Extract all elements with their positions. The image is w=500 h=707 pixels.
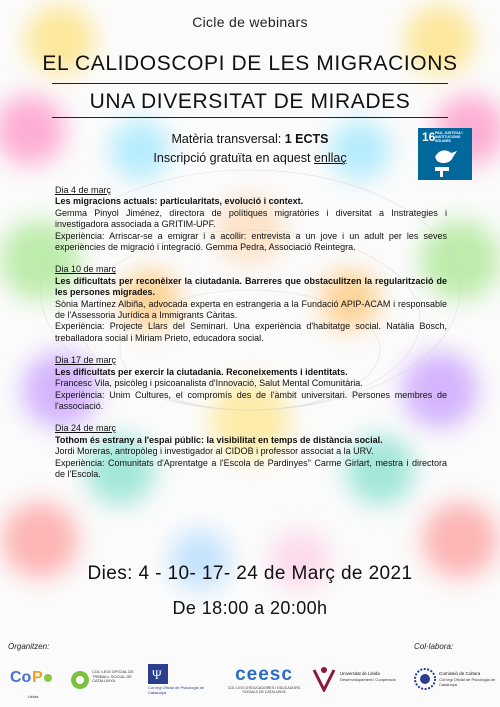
session-experience: Experiència: Projecte Llars del Seminari. Una experiència d'habitatge social. Natàlia Bosch, treballadora social i Miriam Prieto, educadora social. bbox=[55, 321, 447, 343]
session-title: Les migracions actuals: particularitats, evolució i context. bbox=[55, 196, 304, 207]
session-speaker: Jordi Moreras, antropòleg i investigador al CIDOB i professor associat a la URV. bbox=[55, 446, 374, 457]
page-title-line1: EL CALIDOSCOPI DE LES MIGRACIONS bbox=[42, 52, 458, 75]
treball-social-text: COL·LEGI OFICIAL DE TREBALL SOCIAL DE CATALUNYA bbox=[92, 669, 134, 684]
sdg-number: 16 bbox=[422, 130, 436, 144]
psicologia-logo bbox=[148, 664, 218, 698]
session-experience: Experiència: Comunitats d'Aprentatge a l'Escola de Pardinyes" Carme Girlart, mestra i directora de l'Escola. bbox=[55, 457, 447, 479]
udl-logo bbox=[312, 666, 408, 696]
ceesc-text: ceesc bbox=[235, 664, 293, 685]
session-date: Dia 4 de març bbox=[55, 185, 112, 195]
session-title: Les dificultats per reconèixer la ciutadania. Barreres que obstaculitzen la regularització de les persones migrades. bbox=[55, 275, 447, 298]
svg-text:Ψ: Ψ bbox=[152, 667, 162, 682]
udl-mark-icon bbox=[312, 666, 336, 692]
time-line: De 18:00 a 20:00h bbox=[172, 598, 328, 618]
udl-sub: Desenvolupament i Cooperació bbox=[340, 677, 396, 682]
sdg-text: PAU, JUSTÍCIA I INSTITUCIONS SÒLIDES bbox=[435, 131, 463, 143]
comissio-sub: Col·legi Oficial de Psicologia de Catalunya bbox=[439, 677, 496, 687]
session-date: Dia 17 de març bbox=[55, 355, 117, 366]
treball-social-logo bbox=[70, 668, 142, 696]
materia-value: 1 ECTS bbox=[284, 132, 329, 146]
copie-logo bbox=[8, 660, 58, 700]
session-item bbox=[55, 355, 447, 412]
inscripcio-link[interactable]: enllaç bbox=[313, 151, 347, 165]
session-date: Dia 24 de març bbox=[55, 423, 117, 434]
session-date: Dia 10 de març bbox=[55, 264, 117, 275]
session-title: Les dificultats per exercir la ciutadania. Reconeixements i identitats. bbox=[55, 366, 348, 377]
sdg16-badge bbox=[418, 128, 472, 180]
session-experience: Experiència: Unim Cultures, el compromís des de l'àmbit universitari. Persones membres de l'associació. bbox=[55, 389, 447, 411]
comissio-text: Comissió de Cultura bbox=[439, 671, 481, 676]
ceesc-sub: COL·LEGI D'EDUCADORES I EDUCADORS SOCIALS DE CATALUNYA bbox=[227, 686, 301, 694]
series-label: Cicle de webinars bbox=[192, 14, 308, 30]
session-speaker: Gemma Pinyol Jiménez, directora de polítiques migratòries i diversitat a Instrategies i investigadora associada a GRITIM-UPF. bbox=[55, 207, 447, 230]
session-title: Tothom és estrany a l'espai públic: la visibilitat en temps de distància social. bbox=[55, 434, 383, 445]
treball-social-mark-icon bbox=[70, 670, 90, 690]
session-item bbox=[55, 185, 447, 253]
session-item bbox=[55, 264, 447, 344]
copie-sub: Lleida bbox=[27, 694, 39, 699]
session-speaker: Francesc Vila, psicòleg i psicoanalista d'Innovació, Salut Mental Comunitària. bbox=[55, 378, 363, 389]
udl-text: Universitat de Lleida bbox=[340, 671, 380, 676]
inscripcio-label: Inscripció gratuïta en aquest bbox=[153, 151, 314, 165]
title-rule-top bbox=[52, 83, 448, 84]
svg-text:P: P bbox=[32, 669, 43, 686]
col-labora-label: Col·labora: bbox=[414, 642, 454, 651]
comissio-mark-icon bbox=[414, 668, 436, 690]
psicologia-mark-icon bbox=[148, 664, 168, 684]
session-speaker: Sònia Martínez Albiña, advocada experta en estrangeria a la Fundació APIP-ACAM i responsable de l'Assessoria Jurídica a Immigrants Càritas. bbox=[55, 298, 447, 321]
title-rule-bottom bbox=[52, 117, 448, 118]
comissio-cultura-logo bbox=[414, 666, 496, 698]
sessions-list bbox=[55, 185, 447, 491]
ceesc-logo bbox=[222, 664, 306, 700]
organitzen-label: Organitzen: bbox=[8, 642, 50, 651]
dove-gavel-icon bbox=[431, 145, 459, 177]
svg-text:Co: Co bbox=[10, 669, 32, 686]
copie-mark-icon bbox=[8, 660, 58, 690]
page-title-line2: UNA DIVERSITAT DE MIRADES bbox=[89, 90, 411, 113]
materia-label: Matèria transversal: bbox=[171, 132, 285, 146]
session-experience: Experiència: Arriscar-se a emigrar i a acollir: entrevista a un jove i un adult per les seves experiències de migració i integració. Gemma Pedra, Associació Reintegra. bbox=[55, 230, 447, 253]
dates-line: Dies: 4 - 10- 17- 24 de Març de 2021 bbox=[87, 563, 413, 584]
psicologia-text: Col·legi Oficial de Psicologia de Catalunya bbox=[148, 685, 205, 695]
session-item bbox=[55, 423, 447, 480]
